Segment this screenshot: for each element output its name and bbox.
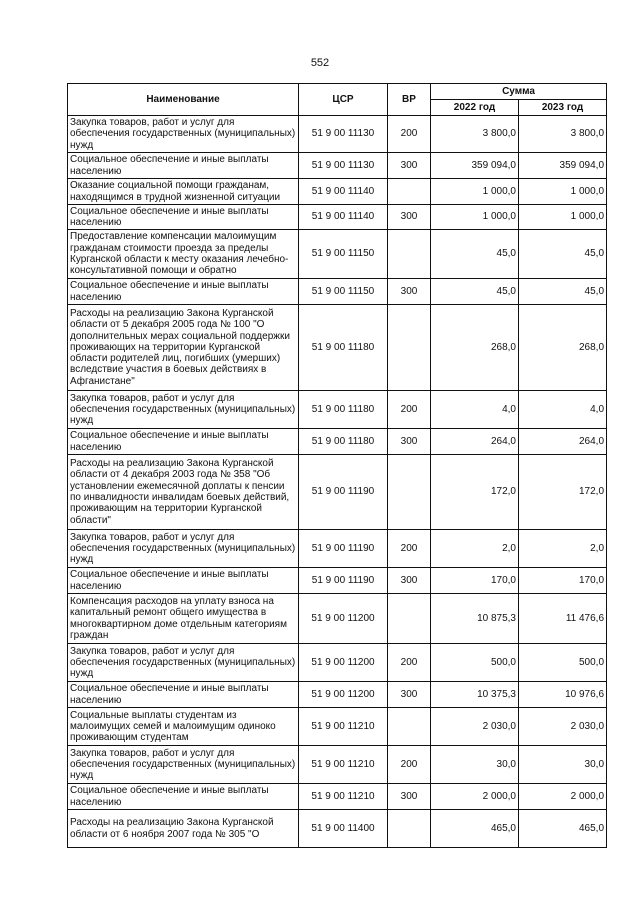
table-row [68, 644, 607, 682]
row-name: Закупка товаров, работ и услуг для обеспечения государственных (муниципальных) нужд [68, 746, 299, 784]
row-amount-2023: 1 000,0 [519, 179, 607, 205]
row-csr: 51 9 00 11200 [299, 682, 388, 708]
table-row [68, 179, 607, 205]
row-amount-2022: 170,0 [431, 568, 519, 594]
row-amount-2022: 4,0 [431, 391, 519, 429]
row-amount-2023: 3 800,0 [519, 116, 607, 153]
header-sum: Сумма [431, 84, 607, 100]
row-amount-2022: 264,0 [431, 429, 519, 455]
row-amount-2023: 45,0 [519, 230, 607, 279]
row-vr: 200 [388, 116, 431, 153]
row-vr [388, 179, 431, 205]
row-csr: 51 9 00 11210 [299, 708, 388, 746]
row-amount-2023: 2 030,0 [519, 708, 607, 746]
header-name: Наименование [68, 84, 299, 116]
row-amount-2023: 465,0 [519, 810, 607, 848]
row-name: Социальное обеспечение и иные выплаты населению [68, 784, 299, 810]
header-vr: ВР [388, 84, 431, 116]
row-amount-2023: 30,0 [519, 746, 607, 784]
row-amount-2023: 359 094,0 [519, 153, 607, 179]
row-amount-2022: 2 000,0 [431, 784, 519, 810]
row-name: Закупка товаров, работ и услуг для обеспечения государственных (муниципальных) нужд [68, 530, 299, 568]
table-row [68, 746, 607, 784]
row-vr: 200 [388, 391, 431, 429]
row-name: Социальные выплаты студентам из малоимущих семей и малоимущим одиноко проживающим студентам [68, 708, 299, 746]
row-name: Расходы на реализацию Закона Курганской области от 6 ноября 2007 года № 305 "О [68, 810, 299, 848]
row-name: Социальное обеспечение и иные выплаты населению [68, 205, 299, 230]
header-csr: ЦСР [299, 84, 388, 116]
table-row [68, 391, 607, 429]
row-csr: 51 9 00 11210 [299, 746, 388, 784]
row-csr: 51 9 00 11180 [299, 305, 388, 391]
row-name: Расходы на реализацию Закона Курганской области от 5 декабря 2005 года № 100 "О дополнительных мерах социальной поддержки проживающих на территории Курганской области родителей лиц, погибших (умерших) вследствие участия в боевых действиях в Афганистане" [68, 305, 299, 391]
row-vr: 300 [388, 568, 431, 594]
row-csr: 51 9 00 11130 [299, 116, 388, 153]
row-vr [388, 455, 431, 530]
table-row [68, 810, 607, 848]
table-row [68, 153, 607, 179]
row-vr: 300 [388, 784, 431, 810]
row-name: Закупка товаров, работ и услуг для обеспечения государственных (муниципальных) нужд [68, 644, 299, 682]
row-vr: 300 [388, 153, 431, 179]
row-csr: 51 9 00 11180 [299, 429, 388, 455]
header-year-2022: 2022 год [431, 100, 519, 116]
row-amount-2023: 1 000,0 [519, 205, 607, 230]
row-name: Закупка товаров, работ и услуг для обеспечения государственных (муниципальных) нужд [68, 116, 299, 153]
table-row [68, 530, 607, 568]
table-row [68, 279, 607, 305]
row-amount-2023: 45,0 [519, 279, 607, 305]
row-amount-2022: 1 000,0 [431, 205, 519, 230]
row-csr: 51 9 00 11190 [299, 455, 388, 530]
row-amount-2023: 4,0 [519, 391, 607, 429]
row-csr: 51 9 00 11140 [299, 179, 388, 205]
row-vr: 300 [388, 682, 431, 708]
table-row [68, 708, 607, 746]
row-csr: 51 9 00 11180 [299, 391, 388, 429]
row-name: Социальное обеспечение и иные выплаты населению [68, 682, 299, 708]
row-amount-2023: 500,0 [519, 644, 607, 682]
row-name: Социальное обеспечение и иные выплаты населению [68, 153, 299, 179]
row-amount-2022: 2,0 [431, 530, 519, 568]
table-row [68, 305, 607, 391]
row-csr: 51 9 00 11190 [299, 530, 388, 568]
budget-table [67, 83, 607, 848]
row-amount-2023: 2 000,0 [519, 784, 607, 810]
row-amount-2022: 3 800,0 [431, 116, 519, 153]
table-row [68, 455, 607, 530]
header-year-2023: 2023 год [519, 100, 607, 116]
table-row [68, 784, 607, 810]
row-name: Социальное обеспечение и иные выплаты населению [68, 279, 299, 305]
row-amount-2022: 10 375,3 [431, 682, 519, 708]
row-amount-2022: 500,0 [431, 644, 519, 682]
table-row [68, 429, 607, 455]
table-body [68, 116, 607, 848]
table-row [68, 594, 607, 644]
row-amount-2022: 45,0 [431, 279, 519, 305]
row-name: Социальное обеспечение и иные выплаты населению [68, 568, 299, 594]
row-csr: 51 9 00 11200 [299, 644, 388, 682]
table-row [68, 116, 607, 153]
row-amount-2022: 45,0 [431, 230, 519, 279]
table-row [68, 205, 607, 230]
row-amount-2022: 465,0 [431, 810, 519, 848]
row-name: Компенсация расходов на уплату взноса на капитальный ремонт общего имущества в многоквартирном доме отдельным категориям граждан [68, 594, 299, 644]
table-header [68, 84, 607, 116]
row-name: Предоставление компенсации малоимущим гражданам стоимости проезда за пределы Курганской области к месту оказания лечебно-консультативной помощи и обратно [68, 230, 299, 279]
row-name: Оказание социальной помощи гражданам, находящимся в трудной жизненной ситуации [68, 179, 299, 205]
row-amount-2023: 2,0 [519, 530, 607, 568]
row-vr [388, 810, 431, 848]
row-amount-2023: 10 976,6 [519, 682, 607, 708]
row-amount-2022: 30,0 [431, 746, 519, 784]
row-csr: 51 9 00 11150 [299, 230, 388, 279]
row-amount-2022: 1 000,0 [431, 179, 519, 205]
row-vr: 200 [388, 644, 431, 682]
row-vr: 200 [388, 746, 431, 784]
row-csr: 51 9 00 11200 [299, 594, 388, 644]
row-amount-2022: 359 094,0 [431, 153, 519, 179]
row-csr: 51 9 00 11400 [299, 810, 388, 848]
row-amount-2022: 268,0 [431, 305, 519, 391]
row-amount-2022: 10 875,3 [431, 594, 519, 644]
row-name: Закупка товаров, работ и услуг для обеспечения государственных (муниципальных) нужд [68, 391, 299, 429]
row-amount-2023: 11 476,6 [519, 594, 607, 644]
row-csr: 51 9 00 11190 [299, 568, 388, 594]
page-number: 552 [310, 57, 330, 69]
row-amount-2023: 172,0 [519, 455, 607, 530]
row-amount-2023: 170,0 [519, 568, 607, 594]
table-row [68, 682, 607, 708]
table-row [68, 568, 607, 594]
row-amount-2023: 268,0 [519, 305, 607, 391]
row-amount-2022: 172,0 [431, 455, 519, 530]
row-name: Социальное обеспечение и иные выплаты населению [68, 429, 299, 455]
row-vr [388, 230, 431, 279]
row-csr: 51 9 00 11130 [299, 153, 388, 179]
row-csr: 51 9 00 11150 [299, 279, 388, 305]
row-csr: 51 9 00 11140 [299, 205, 388, 230]
row-amount-2023: 264,0 [519, 429, 607, 455]
row-vr: 300 [388, 205, 431, 230]
row-name: Расходы на реализацию Закона Курганской области от 4 декабря 2003 года № 358 "Об установлении ежемесячной доплаты к пенсии по инвалидности инвалидам боевых действий, проживающим на территории Курганской области" [68, 455, 299, 530]
row-vr [388, 305, 431, 391]
row-amount-2022: 2 030,0 [431, 708, 519, 746]
row-vr: 200 [388, 530, 431, 568]
row-csr: 51 9 00 11210 [299, 784, 388, 810]
row-vr: 300 [388, 429, 431, 455]
row-vr [388, 708, 431, 746]
row-vr: 300 [388, 279, 431, 305]
table-row [68, 230, 607, 279]
row-vr [388, 594, 431, 644]
